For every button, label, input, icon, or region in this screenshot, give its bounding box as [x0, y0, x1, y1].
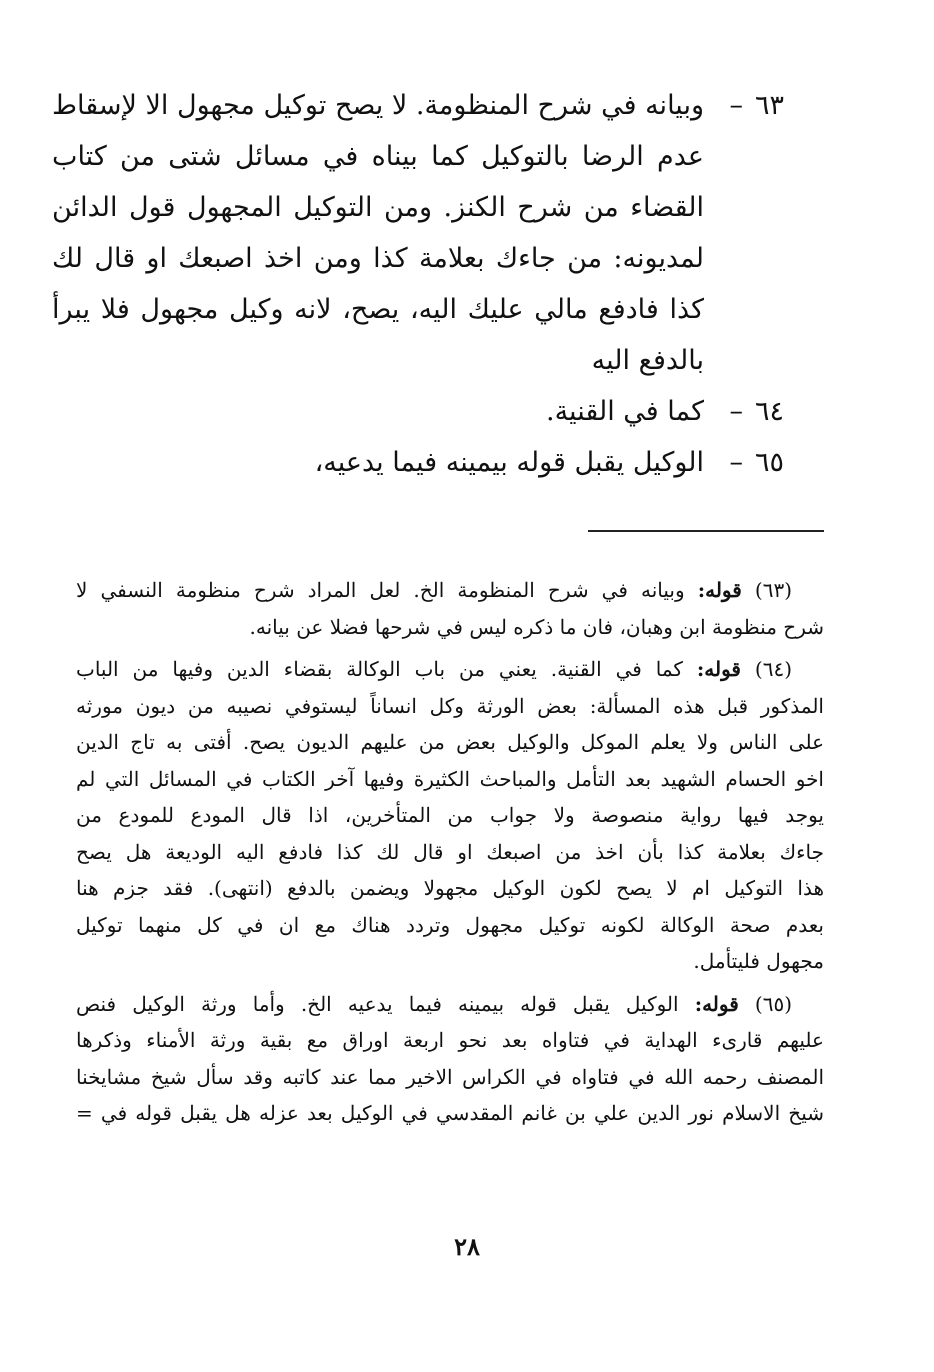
entry-number [704, 386, 784, 437]
commentary-line: يوجد فيها رواية منصوصة ولا جواب من المتأخرين، اذا قال المودع للمودع من [76, 803, 824, 827]
main-entry [144, 386, 784, 437]
commentary-keyword: قوله: [694, 991, 739, 1016]
commentary-line: عليهم قارىء الهداية في فتاواه بعد نحو اربعة اوراق مع بقية ورثة الأمناء وذكرها [76, 1028, 824, 1052]
commentary-line: على الناس ولا يعلم الموكل والوكيل بعض من عليهم الديون يصح. أفتى به تاج الدين [76, 730, 824, 754]
entry-line: بالدفع اليه [591, 345, 704, 376]
entry-line: كما في القنية. [545, 396, 704, 427]
entry-line: وبيانه في شرح المنظومة. لا يصح توكيل مجهول الا لإسقاط [52, 90, 704, 121]
commentary-line: هذا التوكيل ام لا يصح لكون الوكيل مجهولا ويضمن بالدفع (انتهى). فقد جزم هنا [76, 876, 824, 900]
commentary-line: شيخ الاسلام نور الدين علي بن غانم المقدسي في الوكيل بعد عزله هل يقبل قوله في = [76, 1101, 824, 1125]
entry-number-label: ٦٤ [754, 396, 784, 427]
commentary-line: بعدم صحة الوكالة لكونه توكيل مجهول وتردد هناك مع ان في كل منهما توكيل [76, 912, 824, 937]
commentary-line: المذكور قبل هذه المسألة: بعض الورثة وكل انساناً ليستوفي نصيبه من ديون مورثه [76, 693, 824, 718]
main-entry [144, 437, 784, 488]
commentary-ref-number: (٦٥) [754, 991, 792, 1016]
entry-number-label: ٦٣ [754, 90, 784, 121]
commentary-line: اخو الحسام الشهيد بعد التأمل والمباحث الكثيرة وفيها آخر الكتاب في المسائل التي لم [76, 766, 824, 791]
commentary-note [76, 651, 824, 980]
commentary-text: كما في القنية. يعني من باب الوكالة بقضاء الدين وفيها من الباب [76, 657, 683, 681]
commentary-first-line [76, 572, 824, 609]
commentary-text: وبيانه في شرح المنظومة الخ. لعل المراد شرح منظومة النسفي لا [76, 578, 685, 602]
commentary-block [76, 572, 824, 1138]
commentary-first-line [76, 986, 824, 1023]
entry-number [704, 437, 784, 488]
commentary-line: المصنف رحمه الله في فتاواه في الكراس الاخير مما عند كاتبه وقد سأل شيخ مشايخنا [76, 1064, 824, 1089]
commentary-keyword: قوله: [696, 657, 741, 681]
entry-text [52, 80, 704, 386]
commentary-ref-number: (٦٤) [754, 657, 793, 681]
entry-line: القضاء من شرح الكنز. ومن التوكيل المجهول قول الدائن [52, 192, 704, 223]
commentary-note [76, 572, 824, 645]
entry-line: لمديونه: من جاءك بعلامة كذا ومن اخذ اصبعك او قال لك [52, 243, 704, 274]
entry-text [144, 437, 704, 488]
main-entry [52, 80, 784, 386]
commentary-text: الوكيل يقبل قوله بيمينه فيما يدعيه الخ. وأما ورثة الوكيل فنص [76, 991, 679, 1016]
entry-dash: – [729, 447, 743, 478]
entry-text [144, 386, 704, 437]
main-text-block [52, 80, 784, 488]
commentary-ref-number: (٦٣) [754, 578, 792, 602]
entry-line: كذا فادفع مالي عليك اليه، يصح، لانه وكيل مجهول فلا يبرأ [52, 294, 704, 325]
entry-number [704, 80, 784, 131]
commentary-line: مجهول فليتأمل. [693, 949, 824, 973]
commentary-note [76, 986, 824, 1132]
entry-dash: – [729, 90, 743, 121]
commentary-keyword: قوله: [697, 578, 742, 602]
footnote-separator [588, 530, 824, 532]
entry-dash: – [729, 396, 743, 427]
commentary-line: جاءك بعلامة كذا بأن اخذ من اصبعك او قال لك كذا فادفع اليه الوديعة هل يصح [76, 839, 824, 864]
commentary-first-line [76, 651, 824, 688]
entry-line: عدم الرضا بالتوكيل كما بيناه في مسائل شتى من كتاب [52, 141, 704, 172]
entry-number-label: ٦٥ [754, 447, 784, 478]
commentary-line: شرح منظومة ابن وهبان، فان ما ذكره ليس في شرحها فضلا عن بيانه. [249, 614, 824, 639]
entry-line: الوكيل يقبل قوله بيمينه فيما يدعيه، [314, 447, 704, 478]
page-number: ٢٨ [454, 1232, 480, 1261]
